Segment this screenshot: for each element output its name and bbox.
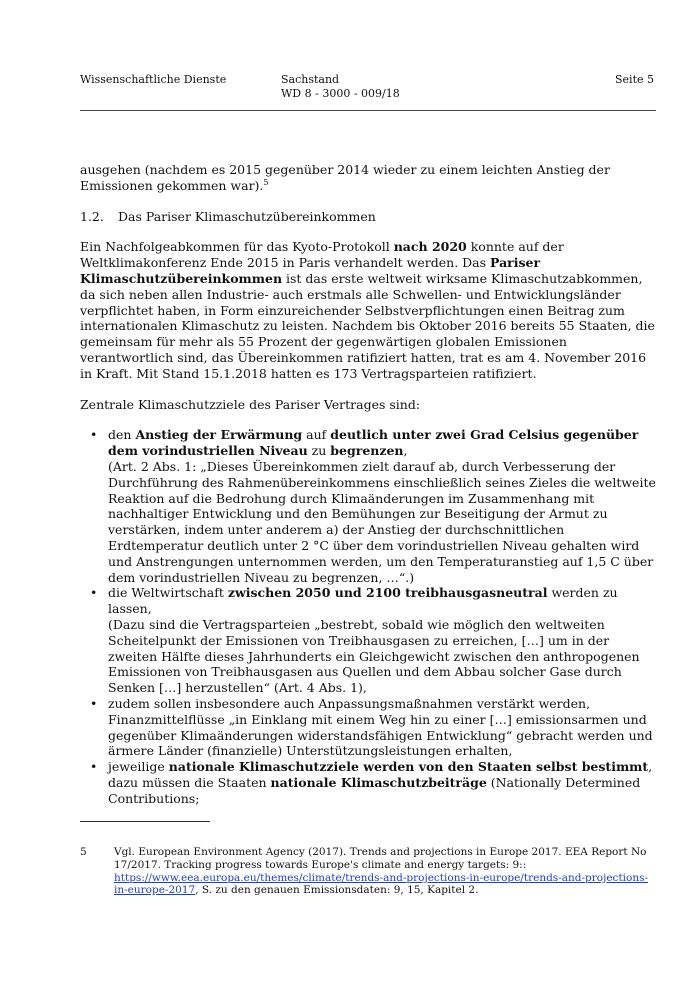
bullet1-text-2: auf bbox=[302, 427, 331, 443]
bullet2-text-1: die Weltwirtschaft bbox=[108, 585, 228, 601]
header-page-number: Seite 5 bbox=[615, 73, 654, 86]
list-item bbox=[80, 759, 658, 806]
footnote-reference[interactable]: 5 bbox=[263, 177, 269, 187]
section-heading bbox=[80, 209, 658, 225]
footnote-number: 5 bbox=[80, 846, 87, 858]
bullet-marker: • bbox=[90, 585, 98, 601]
bullet1-quote: (Art. 2 Abs. 1: „Dieses Übereinkommen zielt darauf ab, durch Verbesserung der Durchführung des Rahmenübereinkommens einschließlich seines Zieles die weltweite Reaktion auf die Bedrohung durch Klimaänderungen im Zusammenhang mit nachhaltiger Entwicklung und den Bemühungen zur Beseitigung der Armut zu verstärken, indem unter anderem a) der Anstieg der durchschnittlichen Erdtemperatur deutlich unter 2 °C über dem vorindustriellen Niveau gehalten wird und Anstrengungen unternommen werden, um den Temperaturanstieg auf 1,5 C über dem vorindustriellen Niveau zu begrenzen, …“.) bbox=[108, 458, 656, 585]
header-doc-type: Sachstand bbox=[281, 73, 340, 86]
bullet1-bold-1: Anstieg der Erwärmung bbox=[135, 427, 303, 443]
bullet-marker: • bbox=[90, 759, 98, 775]
list-item bbox=[80, 696, 658, 759]
page-header bbox=[80, 73, 654, 109]
paragraph-paris-agreement bbox=[80, 239, 658, 381]
goals-list bbox=[80, 427, 658, 806]
para1-text-1: Ein Nachfolgeabkommen für das Kyoto-Protokoll bbox=[80, 239, 394, 255]
bullet4-text-3: (Nationally Determined Contributions; bbox=[108, 774, 641, 806]
section-title: Das Pariser Klimaschutzübereinkommen bbox=[118, 208, 376, 224]
bullet-marker: • bbox=[90, 427, 98, 443]
list-item bbox=[80, 585, 658, 696]
footnote-divider bbox=[80, 821, 210, 822]
footnote-text-2: , S. zu den genauen Emissionsdaten: 9, 15, Kapitel 2. bbox=[195, 884, 479, 897]
document-body bbox=[80, 162, 658, 806]
bullet1-bold-3: begrenzen bbox=[330, 443, 404, 459]
bullet1-text-4: , bbox=[403, 443, 408, 459]
para1-bold-1: nach 2020 bbox=[393, 239, 467, 255]
header-doc-number: WD 8 - 3000 - 009/18 bbox=[281, 87, 400, 100]
bullet4-bold-1: nationale Klimaschutzziele werden von den Staaten selbst bestimmt bbox=[168, 759, 649, 775]
footnote-text-1: Vgl. European Environment Agency (2017). Trends and projections in Europe 2017. EEA Report No 17/2017. Tracking progress towards Europe's climate and energy targets: 9:: bbox=[114, 846, 647, 871]
bullet2-quote: (Dazu sind die Vertragsparteien „bestrebt, sobald wie möglich den weltweiten Scheitelpunkt der Emissionen von Treibhausgasen zu erreichen, […] um in der zweiten Hälfte dieses Jahrhunderts ein Gleichgewicht zwischen den anthropogenen Emissionen von Treibhausgasen aus Quellen und dem Abbau solcher Gase durch Senken […] herzustellen“ (Art. 4 Abs. 1), bbox=[108, 616, 640, 696]
header-divider bbox=[80, 110, 656, 111]
bullet4-bold-2: nationale Klimaschutzbeiträge bbox=[270, 774, 487, 790]
header-institution: Wissenschaftliche Dienste bbox=[80, 73, 227, 86]
bullet2-text-2: werden zu lassen, bbox=[108, 585, 618, 617]
bullet1-text-3: zu bbox=[307, 443, 331, 459]
para1-text-3: ist das erste weltweit wirksame Klimaschutzabkommen, da sich neben allen Industrie- auch erstmals alle Schwellen- und Entwicklungsländer verpflichtet haben, in Form einzureichender Selbstverpflichtungen einen Beitrag zum internationalen Klimaschutz zu leisten. Nachdem bis Oktober 2016 bereits 55 Staaten, die gemeinsam für mehr als 55 Prozent der gegenwärtigen globalen Emissionen verantwortlich sind, das Übereinkommen ratifiziert hatten, trat es am 4. November 2016 in Kraft. Mit Stand 15.1.2018 hatten es 173 Vertragsparteien ratifiziert. bbox=[80, 270, 655, 381]
paragraph-goals-intro: Zentrale Klimaschutzziele des Pariser Vertrages sind: bbox=[80, 396, 421, 412]
bullet3-text: zudem sollen insbesondere auch Anpassungsmaßnahmen verstärkt werden, Finanzmittelflüsse „in Einklang mit einem Weg hin zu einer […] emissionsarmen und gegenüber Klimaänderungen widerstandsfähigen Entwicklung“ gebracht werden und ärmere Länder (finanzielle) Unterstützungsleistungen erhalten, bbox=[108, 695, 653, 759]
header-doc-info bbox=[281, 73, 400, 101]
para1-text-2: konnte auf der Weltklimakonferenz Ende 2015 in Paris verhandelt werden. Das bbox=[80, 239, 564, 271]
para1-bold-2: Pariser Klimaschutzübereinkommen bbox=[80, 255, 541, 286]
bullet1-text-1: den bbox=[108, 427, 136, 443]
bullet4-text-2: , dazu müssen die Staaten bbox=[108, 759, 653, 790]
intro-paragraph bbox=[80, 162, 658, 194]
bullet2-bold-1: zwischen 2050 und 2100 treibhausgasneutral bbox=[227, 585, 548, 601]
list-item bbox=[80, 427, 658, 585]
intro-text: ausgehen (nachdem es 2015 gegenüber 2014 wieder zu einem leichten Anstieg der Emissionen gekommen war). bbox=[80, 162, 610, 193]
bullet4-text-1: jeweilige bbox=[108, 759, 169, 775]
footnote bbox=[80, 846, 660, 897]
footnote-link[interactable]: https://www.eea.europa.eu/themes/climate/trends-and-projections-in-europe/trends-and-projections-in-europe-2017 bbox=[114, 871, 649, 897]
section-number: 1.2. bbox=[80, 208, 104, 224]
footnote-text bbox=[114, 846, 660, 897]
bullet1-bold-2: deutlich unter zwei Grad Celsius gegenüber dem vorindustriellen Niveau bbox=[108, 427, 639, 459]
bullet-marker: • bbox=[90, 695, 98, 711]
